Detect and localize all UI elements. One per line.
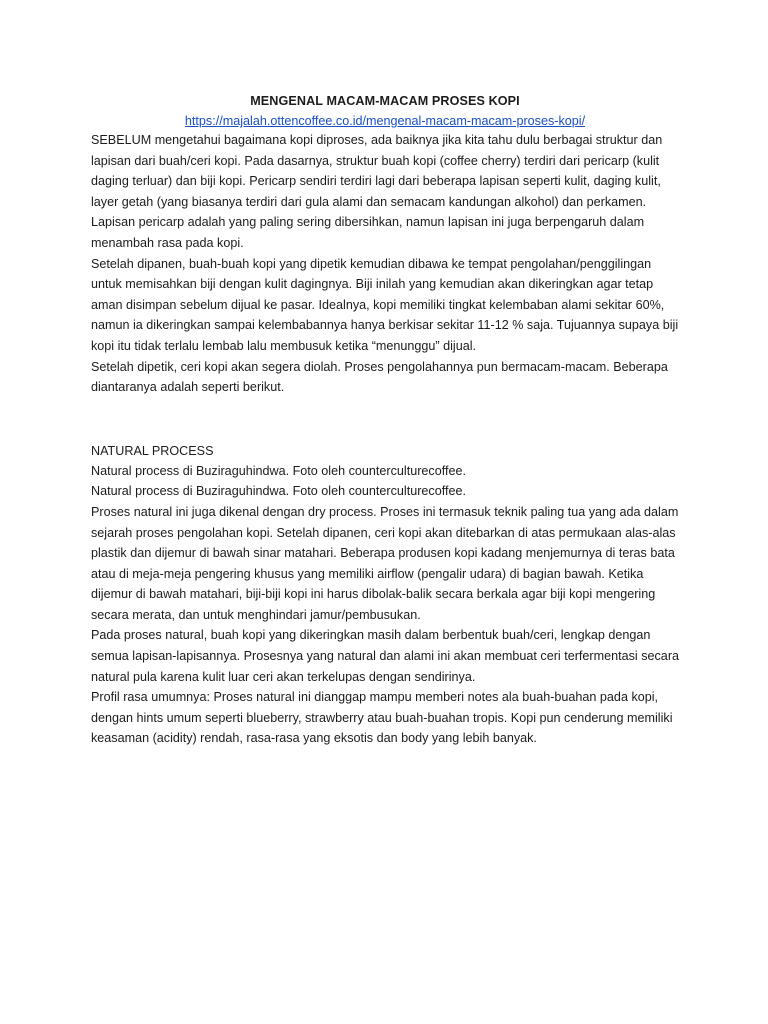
photo-caption: Natural process di Buziraguhindwa. Foto oleh counterculturecoffee. [91,463,466,478]
paragraph-natural-description: Proses natural ini juga dikenal dengan dry process. Proses ini termasuk teknik paling tua yang ada dalam sejarah proses pengolahan kopi. Setelah dipanen, ceri kopi akan ditebarkan di atas permukaan alas-alas plastik dan dijemur di bawah sinar matahari. Beberapa produsen kopi kadang menjemurnya di teras bata atau di meja-meja pengering khusus yang memiliki airflow (pengalir udara) di bagian bawah. Ketika dijemur di bawah matahari, biji-biji kopi ini harus dibolak-balik secara berkala agar biji kopi mengering secara merata, dan untuk menghindari jamur/pembusukan. [91,504,679,622]
paragraph-after-harvest: Setelah dipanen, buah-buah kopi yang dipetik kemudian dibawa ke tempat pengolahan/penggilingan untuk memisahkan biji dengan kulit dagingnya. Biji inilah yang kemudian akan dikeringkan agar tetap aman disimpan sebelum dijual ke pasar. Idealnya, kopi memiliki tingkat kelembaban alami sekitar 60%, namun ia dikeringkan sampai kelembabannya hanya berkisar sekitar 11-12 % saja. Tujuannya supaya biji kopi itu tidak terlalu lembab lalu membusuk ketika “menunggu” dijual. [91,256,679,353]
document-content [91,93,679,749]
paragraph-natural-flavor-profile: Profil rasa umumnya: Proses natural ini dianggap mampu memberi notes ala buah-buahan pada kopi, dengan hints umum seperti blueberry, strawberry atau buah-buahan tropis. Kopi pun cenderung memiliki keasaman (acidity) rendah, rasa-rasa yang eksotis dan body yang lebih banyak. [91,690,673,746]
paragraph-natural-fermentation: Pada proses natural, buah kopi yang dikeringkan masih dalam berbentuk buah/ceri, lengkap dengan semua lapisan-lapisannya. Prosesnya yang natural dan alami ini akan membuat ceri terfermentasi secara natural pula karena kulit luar ceri akan terkelupas dengan sendirinya. [91,628,680,684]
paragraph-processing-intro: Setelah dipetik, ceri kopi akan segera diolah. Proses pengolahannya pun bermacam-macam. Beberapa diantaranya adalah seperti berikut. [91,359,668,395]
photo-caption: Natural process di Buziraguhindwa. Foto oleh counterculturecoffee. [91,484,466,499]
section-heading-natural-process: NATURAL PROCESS [91,443,214,458]
paragraph-intro: SEBELUM mengetahui bagaimana kopi diproses, ada baiknya jika kita tahu dulu berbagai struktur dan lapisan dari buah/ceri kopi. Pada dasarnya, struktur buah kopi (coffee cherry) terdiri dari pericarp (kulit daging terluar) dan biji kopi. Pericarp sendiri terdiri lagi dari beberapa lapisan seperti kulit, daging kulit, layer getah (yang biasanya terdiri dari gula alami dan semacam kandungan alkohol) dan perkamen. Lapisan pericarp adalah yang paling sering dibersihkan, namun lapisan ini juga berpengaruh dalam menambah rasa pada kopi. [91,133,663,250]
document-title: MENGENAL MACAM-MACAM PROSES KOPI [250,94,520,108]
source-link[interactable]: https://majalah.ottencoffee.co.id/mengenal-macam-macam-proses-kopi/ [184,114,586,128]
